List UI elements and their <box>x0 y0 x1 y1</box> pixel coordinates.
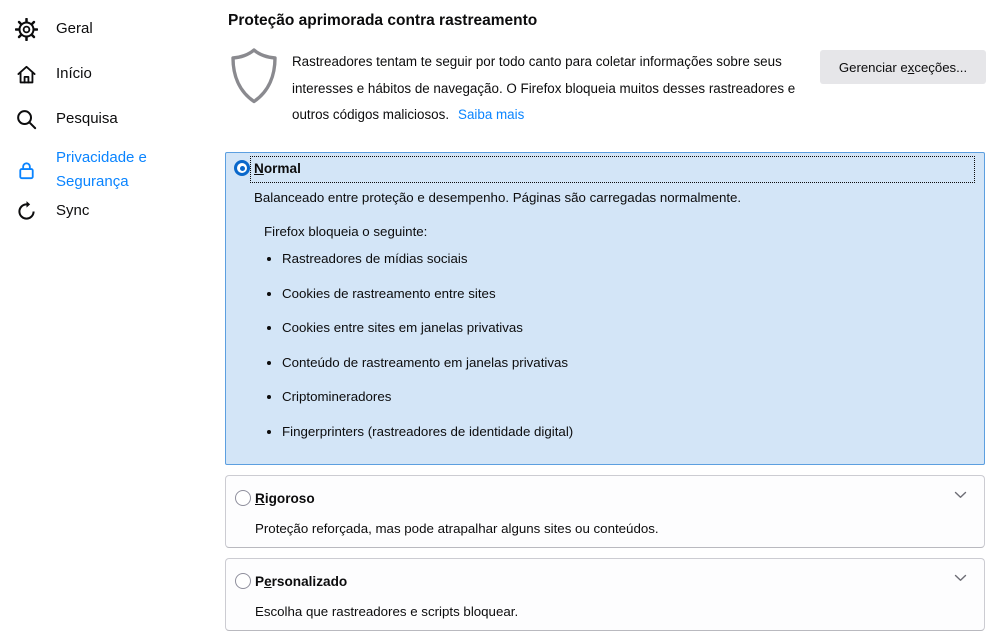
label-accesskey: N <box>254 161 264 176</box>
option-strict-panel[interactable] <box>225 475 985 548</box>
sidebar-item-sync[interactable] <box>14 199 89 223</box>
sidebar-item-inicio[interactable] <box>14 62 92 86</box>
blocks-intro: Firefox bloqueia o seguinte: <box>264 224 428 239</box>
label-pre: P <box>255 574 265 589</box>
label-post: ormal <box>263 161 301 176</box>
option-custom-description: Escolha que rastreadores e scripts bloquear. <box>255 604 519 619</box>
list-item: • Criptomineradores <box>282 390 573 404</box>
learn-more-link[interactable]: Saiba mais <box>458 107 525 122</box>
manage-exceptions-button[interactable] <box>820 50 986 84</box>
sidebar-item-privacidade-seguranca[interactable] <box>14 146 188 194</box>
settings-sidebar <box>0 0 218 643</box>
lock-icon <box>14 158 38 182</box>
button-label-accesskey: x <box>907 59 915 75</box>
etp-description-text: Rastreadores tentam te seguir por todo canto para coletar informações sobre seus interesses e hábitos de navegação. O Firefox bloqueia muitos desses rastreadores e outros códigos maliciosos. <box>292 54 796 122</box>
gear-icon <box>14 17 38 41</box>
sidebar-item-label: Privacidade e Segurança <box>56 149 147 190</box>
radio-custom[interactable] <box>235 573 251 589</box>
sidebar-item-label: Início <box>56 65 92 82</box>
list-item: • Fingerprinters (rastreadores de identidade digital) <box>282 425 573 439</box>
option-strict-description: Proteção reforçada, mas pode atrapalhar alguns sites ou conteúdos. <box>255 521 659 536</box>
list-item: • Conteúdo de rastreamento em janelas privativas <box>282 356 573 370</box>
button-label-pre: Gerenciar e <box>838 59 908 75</box>
option-custom-label[interactable] <box>255 574 347 589</box>
option-normal-description: Balanceado entre proteção e desempenho. Páginas são carregadas normalmente. <box>254 190 742 205</box>
page-title: Proteção aprimorada contra rastreamento <box>228 12 538 29</box>
sidebar-item-label: Sync <box>56 202 90 219</box>
radio-normal[interactable] <box>234 160 250 176</box>
focus-outline <box>250 156 975 183</box>
label-post: rsonalizado <box>271 574 348 589</box>
radio-strict[interactable] <box>235 490 251 506</box>
sidebar-item-geral[interactable] <box>14 17 93 41</box>
sidebar-item-label: Pesquisa <box>56 110 118 127</box>
sync-icon <box>14 199 38 223</box>
chevron-down-icon[interactable] <box>954 491 967 500</box>
option-normal-panel[interactable] <box>225 152 985 465</box>
home-icon <box>14 62 38 86</box>
option-custom-panel[interactable] <box>225 558 985 631</box>
list-item: • Cookies entre sites em janelas privativas <box>282 321 573 335</box>
label-accesskey: e <box>264 574 272 589</box>
label-accesskey: R <box>255 491 265 506</box>
list-item: • Rastreadores de mídias sociais <box>282 252 573 266</box>
option-strict-label[interactable] <box>255 491 315 506</box>
sidebar-item-pesquisa[interactable] <box>14 107 118 131</box>
list-item: • Cookies de rastreamento entre sites <box>282 287 573 301</box>
etp-description <box>292 49 819 129</box>
shield-icon <box>227 46 281 106</box>
search-icon <box>14 107 38 131</box>
chevron-down-icon[interactable] <box>954 574 967 583</box>
button-label-post: ceções... <box>914 59 968 75</box>
label-post: igoroso <box>264 491 315 506</box>
sidebar-item-label: Geral <box>56 20 93 37</box>
blocked-list <box>270 252 573 460</box>
option-normal-label[interactable] <box>254 161 301 176</box>
